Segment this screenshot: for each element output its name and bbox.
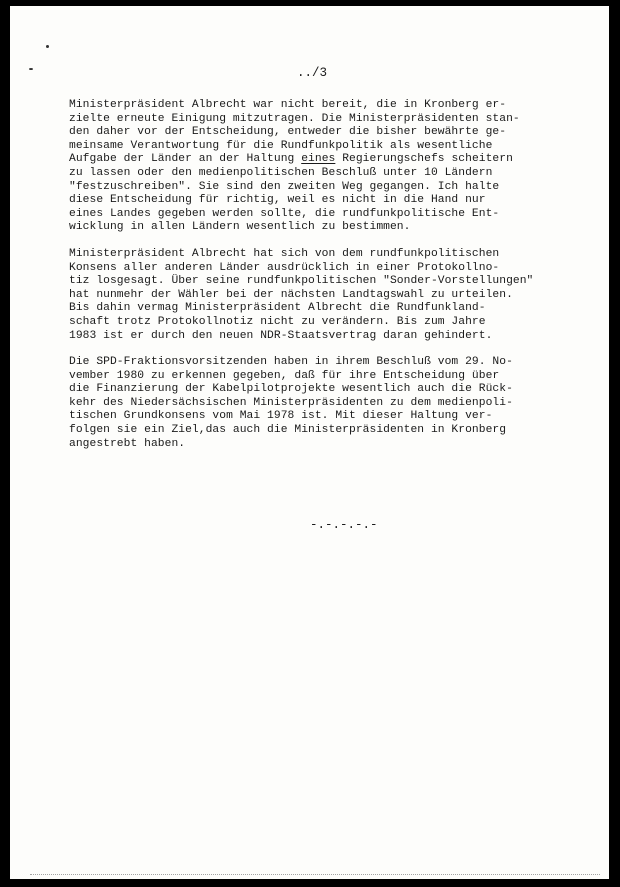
text-line: Ministerpräsident Albrecht war nicht bereit, die in Kronberg er- [69,99,507,111]
text-line [69,153,520,167]
underlined-word: eines [301,153,336,166]
end-mark: -.-.-.-.- [310,518,378,532]
text-line: hat nunmehr der Wähler bei der nächsten Landtagswahl zu urteilen. [69,288,513,301]
text-line: zu lassen oder den medienpolitischen Beschluß unter 10 Ländern [69,166,493,179]
text-line: meinsame Verantwortung für die Rundfunkpolitik als wesentliche [69,139,493,152]
text-line: tiz losgesagt. Über seine rundfunkpolitischen "Sonder-Vorstellungen" [69,275,534,288]
text-line: schaft trotz Protokollnotiz nicht zu verändern. Bis zum Jahre [69,315,486,328]
text-line: vember 1980 zu erkennen gegeben, daß für ihre Entscheidung über [69,369,500,382]
text-line: wicklung in allen Ländern wesentlich zu bestimmen. [69,221,411,234]
text-line: folgen sie ein Ziel,das auch die Ministerpräsidenten in Kronberg [69,423,507,436]
paragraph-3 [69,356,513,451]
text-line: 1983 ist er durch den neuen NDR-Staatsvertrag daran gehindert. [69,329,493,342]
scan-artifact-line [30,874,600,876]
text-line: die Finanzierung der Kabelpilotprojekte wesentlich auch die Rück- [69,383,513,396]
text-line: Ministerpräsident Albrecht hat sich von dem rundfunkpolitischen [69,248,500,260]
text-line: eines Landes gegeben werden sollte, die rundfunkpolitische Ent- [69,207,500,220]
text-line: zielte erneute Einigung mitzutragen. Die Ministerpräsidenten stan- [69,112,520,125]
document-page [10,6,609,879]
text-segment: Aufgabe der Länder an der Haltung [69,153,302,166]
text-line: diese Entscheidung für richtig, weil es nicht in die Hand nur [69,194,486,207]
text-segment: Regierungschefs scheitern [335,153,513,166]
text-line: den daher vor der Entscheidung, entweder die bisher bewährte ge- [69,126,507,139]
page-number: ../3 [297,66,328,80]
scan-speck [46,45,49,48]
text-line: Die SPD-Fraktionsvorsitzenden haben in ihrem Beschluß vom 29. No- [69,356,513,368]
scan-speck [29,68,33,70]
text-line: tischen Grundkonsens vom Mai 1978 ist. Mit dieser Haltung ver- [69,410,493,423]
text-line: angestrebt haben. [69,437,186,450]
scan-border [609,0,620,887]
text-line: Konsens aller anderen Länder ausdrücklich in einer Protokollno- [69,261,500,274]
paragraph-1 [69,99,520,235]
text-line: "festzuschreiben". Sie sind den zweiten Weg gegangen. Ich halte [69,180,500,193]
text-line: Bis dahin vermag Ministerpräsident Albrecht die Rundfunkland- [69,302,486,315]
paragraph-2 [69,248,533,343]
text-line: kehr des Niedersächsischen Ministerpräsidenten zu dem medienpoli- [69,396,513,409]
